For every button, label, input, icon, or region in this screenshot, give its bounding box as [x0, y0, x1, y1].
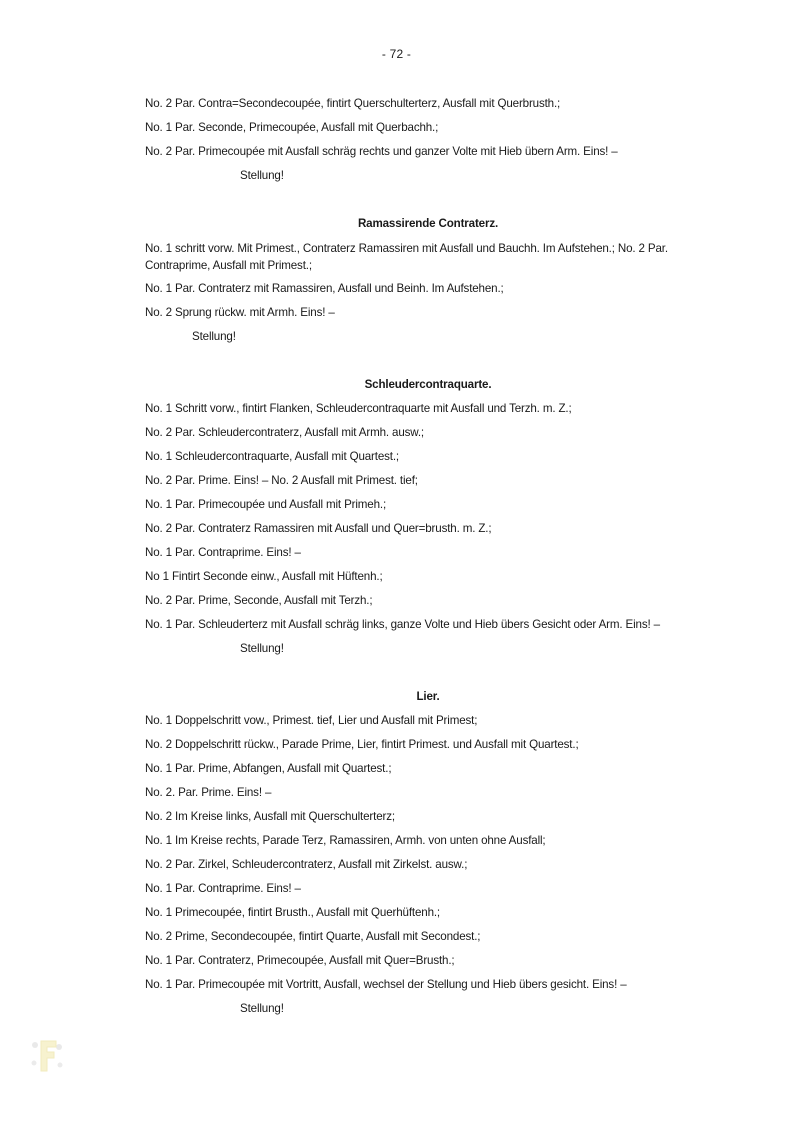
section-heading: Lier. — [416, 690, 440, 703]
text-line: No. 2 Par. Primecoupée mit Ausfall schräg rechts und ganzer Volte mit Hieb übern Arm. Eins! – — [145, 145, 618, 158]
text-line: No. 1 Par. Primecoupée mit Vortritt, Ausfall, wechsel der Stellung und Hieb übers gesicht. Eins! – — [145, 978, 627, 991]
section-schleudercontraquarte — [145, 377, 705, 665]
text-line: No. 1 Doppelschritt vow., Primest. tief, Lier und Ausfall mit Primest; — [145, 714, 478, 727]
text-line: No. 2 Par. Schleudercontraterz, Ausfall mit Armh. ausw.; — [145, 426, 424, 439]
text-line: No. 1 Par. Contraprime. Eins! – — [145, 882, 301, 895]
text-line: No 1 Fintirt Seconde einw., Ausfall mit Hüftenh.; — [145, 570, 383, 583]
text-line: No. 1 Par. Contraterz, Primecoupée, Ausfall mit Quer=Brusth.; — [145, 954, 455, 967]
text-line: No. 2 Im Kreise links, Ausfall mit Querschulterterz; — [145, 810, 395, 823]
text-line: No. 1 Par. Prime, Abfangen, Ausfall mit Quartest.; — [145, 762, 392, 775]
text-line: No. 2 Par. Contraterz Ramassiren mit Ausfall und Quer=brusth. m. Z.; — [145, 522, 492, 535]
text-line: No. 2 Prime, Secondecoupée, fintirt Quarte, Ausfall mit Secondest.; — [145, 930, 481, 943]
section-heading: Ramassirende Contraterz. — [357, 217, 499, 230]
text-line: No. 1 Par. Schleuderterz mit Ausfall schräg links, ganze Volte und Hieb übers Gesicht oder Arm. Eins! – — [145, 618, 660, 631]
stellung-line: Stellung! — [240, 169, 284, 182]
page-number: - 72 - — [381, 47, 412, 61]
text-line: No. 1 Par. Contraterz mit Ramassiren, Ausfall und Beinh. Im Aufstehen.; — [145, 282, 504, 295]
text-line: No. 1 schritt vorw. Mit Primest., Contraterz Ramassiren mit Ausfall und Bauchh. Im Aufstehen.; No. 2 Par. Contraprime, Ausfall mit Primest.; — [145, 242, 668, 272]
text-line: No. 2 Doppelschritt rückw., Parade Prime, Lier, fintirt Primest. und Ausfall mit Quartest.; — [145, 738, 579, 751]
text-line: No. 1 Par. Seconde, Primecoupée, Ausfall mit Querbachh.; — [145, 121, 439, 134]
text-line: No. 2 Par. Contra=Secondecoupée, fintirt Querschulterterz, Ausfall mit Querbrusth.; — [145, 97, 561, 110]
text-line: No. 2 Par. Prime. Eins! – No. 2 Ausfall mit Primest. tief; — [145, 474, 418, 487]
stellung-line: Stellung! — [240, 642, 284, 655]
text-line: No. 2 Par. Prime, Seconde, Ausfall mit Terzh.; — [145, 594, 373, 607]
text-line: No. 1 Im Kreise rechts, Parade Terz, Ramassiren, Armh. von unten ohne Ausfall; — [145, 834, 546, 847]
section-heading: Schleudercontraquarte. — [364, 378, 492, 391]
text-line: No. 1 Par. Contraprime. Eins! – — [145, 546, 301, 559]
section-lier — [145, 689, 705, 1025]
document-body — [145, 96, 705, 1025]
text-line: No. 1 Schleudercontraquarte, Ausfall mit Quartest.; — [145, 450, 399, 463]
text-line: No. 1 Par. Primecoupée und Ausfall mit Primeh.; — [145, 498, 387, 511]
text-line: No. 2 Par. Zirkel, Schleudercontraterz, Ausfall mit Zirkelst. ausw.; — [145, 858, 468, 871]
text-line: No. 2. Par. Prime. Eins! – — [145, 786, 272, 799]
stellung-line: Stellung! — [240, 1002, 284, 1015]
stellung-line: Stellung! — [192, 330, 236, 343]
watermark-logo-icon — [28, 1035, 66, 1075]
section-ramassirende-contraterz — [145, 216, 705, 353]
text-line: No. 1 Schritt vorw., fintirt Flanken, Schleudercontraquarte mit Ausfall und Terzh. m. Z.; — [145, 402, 572, 415]
intro-block — [145, 96, 705, 192]
text-line: No. 2 Sprung rückw. mit Armh. Eins! – — [145, 306, 335, 319]
text-line: No. 1 Primecoupée, fintirt Brusth., Ausfall mit Querhüftenh.; — [145, 906, 441, 919]
